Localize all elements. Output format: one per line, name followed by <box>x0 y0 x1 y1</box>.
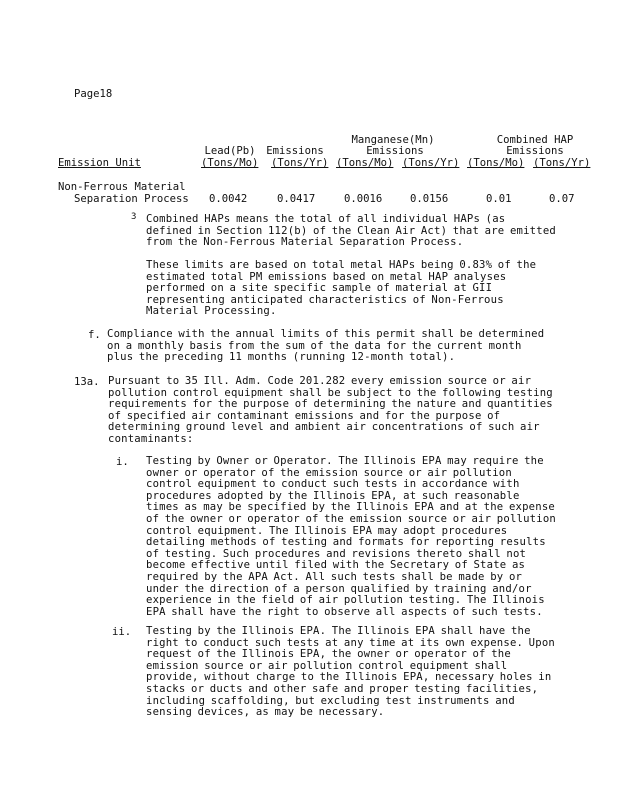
value-hap-yr: 0.07 <box>549 193 575 205</box>
item-f-text: Compliance with the annual limits of this permit shall be determined on a monthly basis from the sum of the data for the current month plus the preceding 11 months (running 12-month total). <box>107 328 545 364</box>
value-lead-yr: 0.0417 <box>277 193 316 205</box>
header-hap-mo: (Tons/Mo) <box>467 157 525 169</box>
item-i-text: Testing by Owner or Operator. The Illinois EPA may require the owner or operator of the emission source or air pollution control equipment to conduct such tests in accordance with procedures adopted by the Illinois EPA, at such reasonable times as may be specified by the Illinois EPA and at the expense of the owner or operator of the emission source or air pollution control equipment. The Illinois EPA may adopt procedures detailing methods of testing and formats for reporting results of testing. Such procedures and revisions thereto shall not become effective until filed with the Secretary of State as required by the APA Act. All such tests shall be made by or under the direction of a person qualified by training and/or experience in the field of air pollution testing. The Illinois EPA shall have the right to observe all aspects of such tests. <box>146 455 556 618</box>
section-13a-label: 13a. <box>74 376 100 388</box>
section-13a-text: Pursuant to 35 Ill. Adm. Code 201.282 every emission source or air pollution control equipment shall be subject to the following testing requirements for the purpose of determining the nature and quantities of specified air contaminant emissions and for the purpose of determining ground level and ambient air concentrations of such air contaminants: <box>108 375 553 445</box>
footnote-para-2: These limits are based on total metal HAPs being 0.83% of the estimated total PM emissions based on metal HAP analyses performed on a site specific sample of material at GII representing anticipated characteristics of Non-Ferrous Material Processing. <box>146 259 537 318</box>
header-lead-emissions: Emissions <box>266 145 324 157</box>
header-mn-group: Manganese(Mn) <box>351 134 435 146</box>
header-emission-unit: Emission Unit <box>58 157 141 169</box>
footnote-para-1: Combined HAPs means the total of all individual HAPs (as defined in Section 112(b) of the Clean Air Act) that are emitted from the Non-Ferrous Material Separation Process. <box>146 213 556 249</box>
value-mn-yr: 0.0156 <box>410 193 449 205</box>
header-mn-mo: (Tons/Mo) <box>336 157 394 169</box>
item-i-label: i. <box>116 456 129 468</box>
header-lead-yr: (Tons/Yr) <box>271 157 329 169</box>
page-label: Page18 <box>74 88 113 100</box>
header-hap-sub: Emissions <box>506 145 564 157</box>
footnote-marker: 3 <box>131 212 137 222</box>
header-mn-yr: (Tons/Yr) <box>402 157 460 169</box>
item-ii-label: ii. <box>112 626 132 638</box>
row-unit-line1: Non-Ferrous Material <box>58 181 186 193</box>
value-hap-mo: 0.01 <box>486 193 512 205</box>
header-hap-group: Combined HAP <box>496 134 574 146</box>
row-unit-line2: Separation Process <box>74 193 189 205</box>
item-f-label: f. <box>88 329 101 341</box>
value-lead-mo: 0.0042 <box>209 193 248 205</box>
header-mn-sub: Emissions <box>366 145 424 157</box>
header-lead-group: Lead(Pb) <box>204 145 256 157</box>
item-ii-text: Testing by the Illinois EPA. The Illinois EPA shall have the right to conduct such tests at any time at its own expense. Upon request of the Illinois EPA, the owner or operator of the emission source or air pollution control equipment shall provide, without charge to the Illinois EPA, necessary holes in stacks or ducts and other safe and proper testing facilities, including scaffolding, but excluding test instruments and sensing devices, as may be necessary. <box>146 625 555 719</box>
header-lead-mo: (Tons/Mo) <box>201 157 259 169</box>
header-hap-yr: (Tons/Yr) <box>533 157 591 169</box>
value-mn-mo: 0.0016 <box>344 193 383 205</box>
